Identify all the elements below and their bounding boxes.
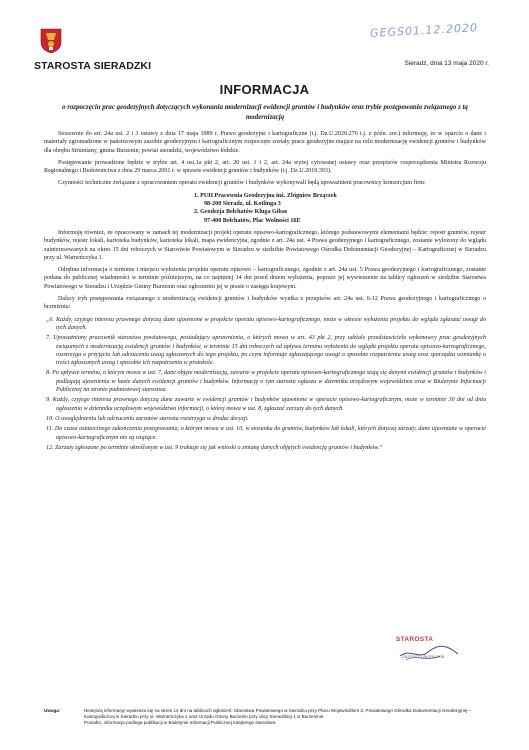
date-line: Sieradz, dnia 13 maja 2020 r.	[404, 60, 489, 67]
paragraph-procedure: Postępowanie prowadzone będzie w trybie art. 4 ust.1a pkt 2, art. 20 ust. 1 i 2, art. 24a wyżej cytowanej ustawy oraz przepisów rozporządzenia Ministra Rozwoju Regionalnego i Budownictwa z dnia 29 marca 2001 r. w sprawie ewidencji gruntów i budynków (t.j. Dz.U.2019.393).	[44, 159, 486, 175]
reference-number: GEGS01.12.2020	[369, 21, 479, 40]
provision-item: 10. O uwzględnieniu lub odrzuceniu zarzutów starosta rozstrzyga w drodze decyzji.	[46, 415, 249, 422]
footer-label: Uwaga:	[44, 708, 61, 713]
document-title: INFORMACJA	[219, 82, 310, 97]
footer-text-2: Ponadto, informacja podlega publikacji w Biuletynie Informacji Publicznej tutejszego starostwa.	[84, 720, 277, 725]
paragraph-legal-basis: Stosownie do art. 24a ust. 2 i 3 ustawy z dnia 17 maja 1989 r. Prawo geodezyjne i kartograficzne (t.j. Dz.U.2020.276 t.j. z późn. zm.) informuję, że w oparciu o dane i materiały zgromadzone w państwowym zasobie geodezyjnym i kartograficznym rozpoczęte zostały prace geodezyjne mające na celu modernizację ewidencji gruntów i budynków dla obrębu Strumiany, gmina Burzenin, powiat sieradzki, województwo łódzkie.	[44, 131, 486, 154]
contractor-1-address: 98-200 Sieradz, ul. Kotlinga 3	[204, 201, 281, 208]
contractor-2-address: 97-400 Bełchatów, Plac Wolności 16E	[204, 217, 301, 224]
footer-note	[44, 708, 486, 726]
provision-item: 8. Po upływie terminu, o którym mowa w ust. 7, dane objęte modernizacją, zawarte w projekcie operatu opisowo-kartograficznego stają się danymi ewidencji gruntów i budynków i podlegają ujawnieniu w bazie danych ewidencji gruntów i budynków. Informację o tym starosta ogłasza w dzienniku urzędowym województwa oraz w Biuletynie Informacji Publicznej na stronie podmiotowej starostwa.	[46, 370, 486, 394]
provision-item: 7. Upoważniony pracownik starostwa powiatowego, posiadający uprawnienia, o których mowa w art. 43 pkt 2, przy udziale przedstawiciela wykonawcy prac geodezyjnych związanych z modernizacją ewidencji gruntów i budynków, w terminie 15 dni roboczych od upływu terminu wyłożenia do wglądu projektu operatu opisowo-kartograficznego, rozstrzyga o przyjęciu lub odrzuceniu uwag zgłoszonych do tego projektu, po czym informuje zgłaszającego uwagi o sposobie rozpatrzenia uwag oraz sporządza wzmiankę o treści zgłoszonych uwag i sposobie ich rozpatrzenia w protokole.	[46, 335, 486, 367]
contractor-2-name: 2. Geodezja Bełchatów Kluga Gibas	[194, 209, 288, 216]
organization-name: STAROSTA SIERADZKI	[34, 60, 152, 72]
coat-of-arms-icon	[40, 28, 62, 54]
provision-item: 12. Zarzuty zgłoszone po terminie określonym w ust. 9 traktuje się jak wnioski o zmianę danych objętych ewidencją gruntów i budynków.”	[46, 444, 383, 451]
paragraph-display-notice: Odrębna informacja o terminie i miejscu wyłożenia projektu operatu opisowo – kartograficznego, zgodnie z art. 24a ust. 5 Prawa geodezyjnego i kartograficznego, zostanie podana do publicznej wiadomości w terminie późniejszym, na co najmniej 14 dni przed dniem wyłożenia, poprzez jej wywieszenie na tablicy ogłoszeń w siedzibie Starostwa Powiatowego w Sieradzu i Urzędzie Gminy Burzenin oraz ogłoszeniu jej w prasie o zasięgu krajowym.	[44, 267, 486, 290]
document-body	[44, 130, 486, 454]
paragraph-further-procedure: Dalszy tryb postępowania związanego z modernizacją ewidencji gruntów i budynków wynika z przepisów art. 24a ust. 6-12 Prawa geodezyjnego i kartograficznego o brzmieniu:	[44, 296, 486, 311]
stamp-title: STAROSTA	[396, 636, 434, 643]
document-subtitle: o rozpoczęciu prac geodezyjnych dotyczących wykonania modernizacji ewidencji gruntów i budynków oraz trybie postępowania związanego z tą modernizacją	[62, 104, 468, 121]
contractor-1-name: 1. PUH Pracownia Geodezyjna inż. Zbigniew Brzączek	[194, 192, 337, 199]
provision-item: „6. Każdy, czyjego interesu prawnego dotyczą dane ujawnione w projekcie operatu opisowo-kartograficznego, może w okresie wyłożenia projektu do wglądu zgłaszać uwagi do tych danych.	[46, 316, 486, 331]
provision-item: 9. Każdy, czyjego interesu prawnego dotyczą dane zawarte w ewidencji gruntów i budynków ujawnione w operacie opisowo-kartograficznym, może w terminie 30 dni od dnia ogłoszenia w dzienniku urzędowym województwa informacji, o której mowa w ust. 8, zgłaszać zarzuty do tych danych.	[46, 397, 486, 412]
provision-item: 11. Do czasu ostatecznego zakończenia postępowania, o którym mowa w ust. 10, w stosunku do gruntów, budynków lub lokali, których dotyczą zarzuty, dane ujawniane w operacie opisowo-kartograficznym nie są wiążące.	[46, 426, 486, 441]
legal-provisions-list	[44, 316, 486, 452]
paragraph-project-display: Informuję również, że opracowany w ramach tej modernizacji projekt operatu opisowo-kartograficznego, którego podstawowymi elementami będzie: rejestr gruntów, rejestr budynków, rejestr lokali, kartoteka budynków, kartoteka lokali, mapa ewidencyjna, zgodnie z art. 24a ust. 4 Prawa geodezyjnego i kartograficznego, zostanie wyłożony do wglądu zainteresowanych na okres 15 dni roboczych w Starostwie Powiatowym w Sieradzu w siedzibie Powiatowego Ośrodka Dokumentacji Geodezyjnej – Kartograficznej w Sieradzu przy ul. Warneńczyka 1.	[44, 229, 486, 261]
footer-text-1: Niniejszą informację wywiesza się na okres 14 dni na tablicach ogłoszeń: Starostwa Powiatowego w Sieradzu przy Placu Wojewódzkim 3, Powiatowego Ośrodka Dokumentacji Geodezyjnej – Kartograficznej w Sieradzu przy ul. Warneńczyka 1 oraz Urzędu Gminy Burzenin przy ulicy Sieradzkiej 1 w Burzeninie.	[84, 708, 472, 719]
contractor-list	[194, 192, 486, 225]
paragraph-contractors: Czynności techniczne związane z opracowaniem operatu ewidencji gruntów i budynków wykonywali będą upoważnieni pracownicy konsorcjum firm:	[58, 180, 426, 187]
stamp-signature: Dariusz Olejniczak	[402, 654, 445, 660]
